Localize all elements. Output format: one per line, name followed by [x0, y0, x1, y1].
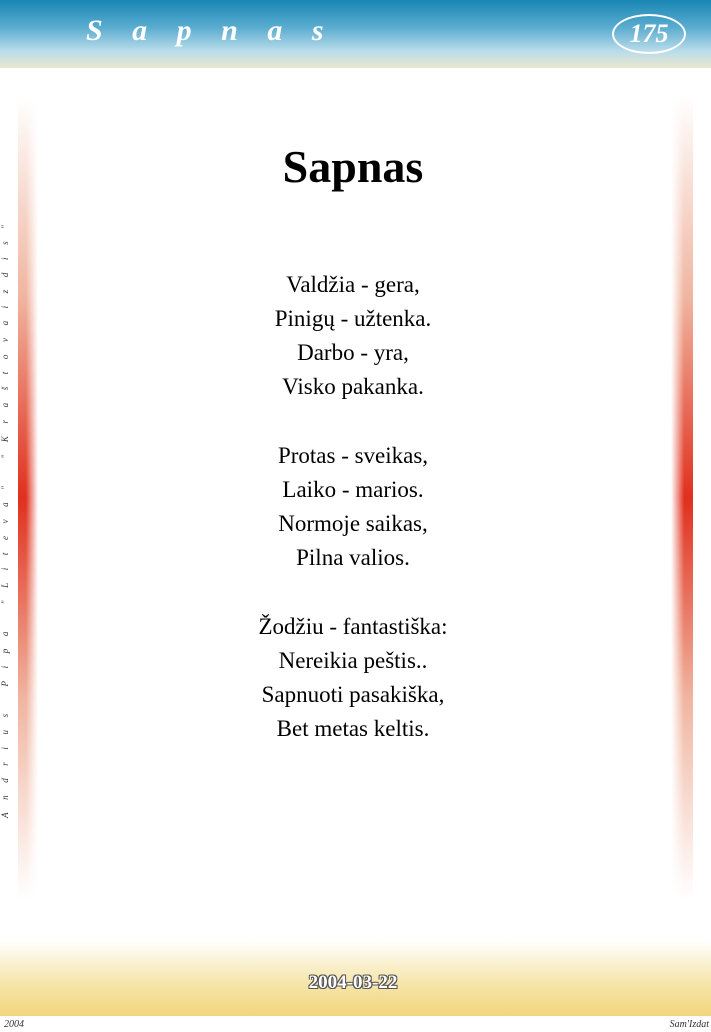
poem-line: Visko pakanka. — [282, 374, 424, 399]
poem-line: Bet metas keltis. — [276, 716, 430, 741]
page-header — [0, 0, 711, 68]
corner-year: 2004 — [4, 1019, 24, 1030]
poem-line: Darbo - yra, — [297, 340, 409, 365]
side-vertical-text: Andrius Pipa "Liteva" "Kraštovaizdis" — [0, 212, 10, 818]
stanza-1 — [0, 268, 706, 404]
stanza-2 — [0, 439, 706, 575]
poem-date: 2004-03-22 — [308, 972, 398, 993]
page-number-badge — [612, 14, 686, 54]
poem-title: Sapnas — [282, 141, 424, 192]
poem-line: Sapnuoti pasakiška, — [261, 682, 445, 707]
poem-line: Laiko - marios. — [282, 477, 424, 502]
poem-line: Normoje saikas, — [278, 511, 428, 536]
page-number: 175 — [629, 19, 669, 48]
poem-line: Žodžiu - fantastiška: — [258, 614, 448, 639]
stanza-3 — [0, 610, 706, 746]
poem-line: Nereikia peštis.. — [278, 648, 428, 673]
poem-line: Pinigų - užtenka. — [274, 306, 432, 331]
publisher-mark: Sam'Izdat — [669, 1019, 709, 1030]
poem-line: Pilna valios. — [296, 545, 410, 570]
poem-line: Protas - sveikas, — [277, 443, 429, 468]
poem-body — [0, 268, 706, 781]
header-title: S a p n a s — [86, 14, 335, 47]
poem-line: Valdžia - gera, — [286, 272, 420, 297]
